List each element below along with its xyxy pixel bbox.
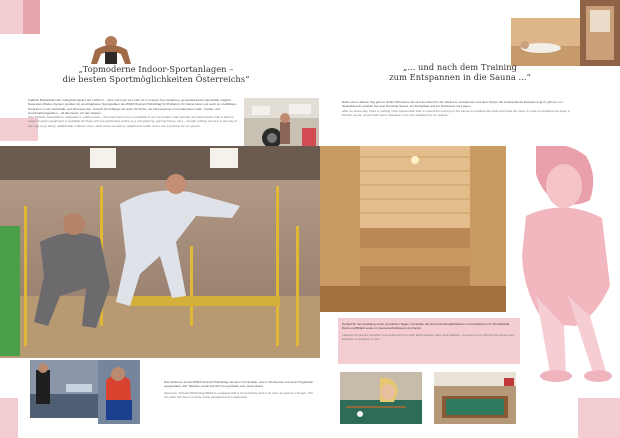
billiard-player-image [340, 372, 422, 424]
sauna-relax-image [511, 18, 580, 66]
pink-corner-bottom-right [578, 398, 620, 438]
right-headline-line1: „... und nach dem Training [403, 62, 517, 72]
pushup-man-image [75, 30, 147, 68]
sauna-caption [342, 322, 514, 341]
sauna-caption-german: Perfekt für den Ausklang eines sportlichen Tages: Genießen Sie die Freizeitmöglichkeiten im Freizeitraum mit Tischfußball, Darts und Billard sowie im Gemeinschaftsraum am Kamin. [342, 322, 510, 331]
billiard-caption-english: Moreover, Kleinarl-Hüttschlag BSFZ is equipped with a ski workshop and a ski room as well as a lounge. The ski cellar has been recently newly equipped and modernised. [164, 390, 314, 399]
left-intro-text [28, 98, 238, 128]
left-intro-german: Fußball, Basketball oder Volleyball spielen auf 1.000 m² – dies und noch viel mehr ist in unserer Top-modernen, generalsanierten Sporthalle möglich. Neuestens Boden-System punktet mit unschlagbaren Sportgeräten des BSFZ Kleinarl-Hüttschlag für Profisport, für Gäste bieten wir auch ein vielfältiges Programm in der Sporthalle und Fitnesscenter. Sowohl für Anfänger als auch für Profis, ein Fitnesscenter mit modernsten Kraft-, Cardio- und Koordinationsgeräten – all das bieten wir den Gästen. [28, 98, 237, 115]
billiard-caption [164, 380, 314, 399]
left-headline [38, 64, 274, 84]
right-intro-english: After an active day, there is nothing more pleasurable than to spend the evening in the sauna to revitalise the body and relax the mind. In order to revitalise the body, a Finnish sauna, steam bath and a relaxation room are available for our guests. [342, 108, 570, 117]
right-headline-line2: zum Entspannen in die Sauna ...“ [389, 72, 531, 82]
ski-workshop-image-2 [98, 360, 140, 424]
right-intro-text [342, 100, 578, 117]
billiard-caption-german: Das Wellness ist das BSFZ Kleinarl-Hüttschlag mit einer Tennishalle, einem Tischtennis und einer Kegelbahn ausgestattet. Der Tabellen wurde kürzlich neu gestaltet und modernisiert. [164, 380, 314, 389]
sauna-interior-image [320, 146, 510, 312]
right-intro-german: Nach einem aktiven Tag gibt es nichts Schöneres als sich am Abend in der Sauna zu entspannen und dem Körper die wohlverdiente Entspannung zu gönnen. Im Saunabereich erwartet Sie eine finnische Sauna, ein Dampfbad und ein Ruheraum mit Liegen. [342, 100, 563, 109]
sauna-door-image [580, 0, 620, 66]
left-headline-line2: die besten Sportmöglichkeiten Österreichs“ [62, 74, 250, 84]
sauna-caption-english: Likewise for leisure activities a recreational room with table football, darts and billiards – a leisure room with all the games and activities is available to you. [342, 332, 514, 341]
left-intro-english: Play football, basketball or volleyball on 1000 metres – this and much more is available in our top-modern and recently renovated sports hall. A diverse range of sports equipment is available for those who are particularly active (e.g. trampolining, gaming boxes, etc.) – though nothing remains in the way of the urge to go along. Additionally, a fitness room, table tennis as well as weight and cardio rooms are a promise for our guests. [28, 115, 238, 128]
sports-hall-jumping-image [0, 146, 320, 358]
billiard-room-image [434, 372, 516, 424]
pink-corner-top-left-dark [23, 0, 40, 34]
woman-sitting-image [506, 146, 620, 384]
right-headline [342, 62, 578, 82]
pink-corner-bottom-left [0, 398, 18, 438]
left-headline-line1: „Topmoderne Indoor-Sportanlagen – [78, 64, 234, 74]
ski-workshop-image-1 [30, 360, 98, 418]
